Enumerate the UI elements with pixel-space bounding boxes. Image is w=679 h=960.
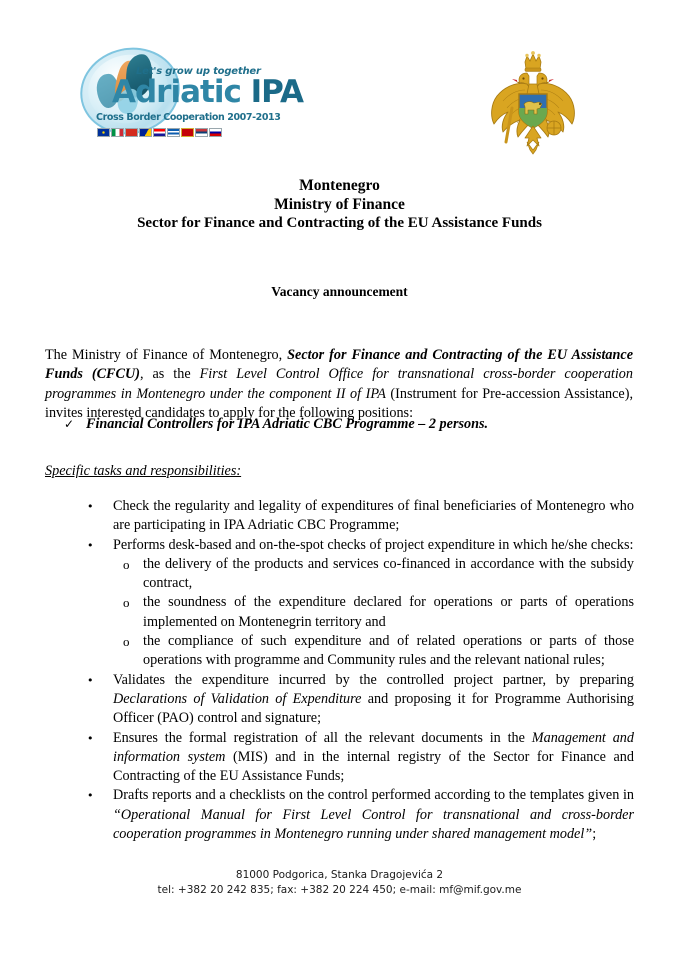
list-item-text: Performs desk-based and on-the-spot checks of project expenditure in which he/she checks: xyxy=(113,536,634,553)
section-heading-tasks: Specific tasks and responsibilities: xyxy=(45,463,242,479)
list-item xyxy=(45,729,634,787)
list-item-emphasis: “Operational Manual for First Level Control for transnational and cross-border cooperation programmes in Montenegro running under shared management model” xyxy=(113,806,634,843)
sub-list-item-text: the soundness of the expenditure declared for operations or parts of operations implemented on Montenegrin territory and xyxy=(143,594,634,630)
serbia-flag-icon xyxy=(195,128,208,137)
list-item xyxy=(45,536,634,555)
sub-list-item-text: the delivery of the products and services co-financed in accordance with the subsidy contract, xyxy=(143,555,634,592)
intro-paragraph xyxy=(45,346,633,423)
bullet-icon: • xyxy=(87,731,94,745)
eu-flag-icon xyxy=(97,128,110,137)
sub-bullet-icon: o xyxy=(123,634,130,650)
montenegro-coat-of-arms-icon xyxy=(481,46,585,158)
sub-tasks-list xyxy=(45,555,634,671)
checkmark-icon: ✓ xyxy=(64,417,75,431)
bosnia-herzegovina-flag-icon xyxy=(139,128,152,137)
bullet-icon: • xyxy=(87,673,94,687)
list-item xyxy=(45,786,634,844)
position-list-item xyxy=(64,415,634,434)
list-item-text-tail: and proposing it for Programme Authorising Officer (PAO) control and signature; xyxy=(113,690,634,727)
slovenia-flag-icon xyxy=(209,128,222,137)
list-item xyxy=(45,671,634,729)
italy-flag-icon xyxy=(111,128,124,137)
sub-list-item xyxy=(45,555,634,594)
sub-bullet-icon: o xyxy=(123,595,130,611)
list-item-text-tail: (MIS) and in the internal registry of the Sector for Finance and Contracting of the EU Assistance Funds; xyxy=(113,748,634,785)
montenegro-flag-icon xyxy=(181,128,194,137)
sub-list-item-text: the compliance of such expenditure and of related operations or parts of those operations with programme and Community rules and the relevant national rules; xyxy=(143,633,634,669)
list-item-text: Ensures the formal registration of all the relevant documents in the xyxy=(113,729,532,746)
list-item xyxy=(45,497,634,536)
list-item-text: Check the regularity and legality of expenditures of final beneficiaries of Montenegro who are participating in IPA Adriatic CBC Programme; xyxy=(113,498,634,534)
tasks-list xyxy=(45,497,634,844)
sub-list-item xyxy=(45,632,634,671)
intro-segment-1: The Ministry of Finance of Montenegro, xyxy=(45,347,288,364)
logo-subtitle: Cross Border Cooperation 2007-2013 xyxy=(96,112,281,123)
bullet-icon: • xyxy=(87,500,94,513)
albania-flag-icon xyxy=(125,128,138,137)
sub-list-item xyxy=(45,593,634,632)
page-title xyxy=(0,176,679,233)
partner-country-flags xyxy=(97,128,222,137)
intro-segment-3: , as the xyxy=(139,366,200,383)
adriatic-ipa-logo xyxy=(78,44,304,160)
position-label: Financial Controllers for IPA Adriatic CBC Programme – 2 persons. xyxy=(86,416,489,432)
intro-segment-flc-office: First Level Control Office for transnational cross-border cooperation programmes in Montenegro under the component II of IPA xyxy=(45,366,633,402)
logo-title-ipa: IPA xyxy=(240,74,304,110)
logo-title xyxy=(112,74,304,110)
title-line-country: Montenegro xyxy=(299,177,380,194)
list-item-text-tail: ; xyxy=(592,826,597,843)
croatia-flag-icon xyxy=(153,128,166,137)
greece-flag-icon xyxy=(167,128,180,137)
logo-title-adriatic: Adriatic xyxy=(112,74,241,110)
bullet-icon: • xyxy=(87,789,94,803)
intro-segment-5: (Instrument for Pre-accession Assistance), invites interested candidates to apply for the following positions: xyxy=(45,385,633,421)
footer-address: 81000 Podgorica, Stanka Dragojevića 2 xyxy=(235,869,444,881)
intro-segment-cfcu: Sector for Finance and Contracting of the EU Assistance Funds (CFCU) xyxy=(45,347,633,383)
page-footer xyxy=(0,868,679,897)
sub-bullet-icon: o xyxy=(123,556,130,572)
title-line-ministry: Ministry of Finance xyxy=(274,196,405,213)
list-item-emphasis: Management and information system xyxy=(113,729,634,765)
header-logo-row xyxy=(0,42,679,162)
vacancy-announcement-heading: Vacancy announcement xyxy=(271,284,408,299)
list-item-text: Validates the expenditure incurred by the controlled project partner, by preparing xyxy=(113,671,634,688)
list-item-emphasis: Declarations of Validation of Expenditure xyxy=(113,690,362,707)
bullet-icon: • xyxy=(87,538,94,552)
footer-contact: tel: +382 20 242 835; fax: +382 20 224 450; e-mail: mf@mif.gov.me xyxy=(157,883,522,896)
list-item-text: Drafts reports and a checklists on the control performed according to the templates given in xyxy=(113,787,634,804)
logo-tagline: Let's grow up together xyxy=(136,66,261,77)
title-line-sector: Sector for Finance and Contracting of the EU Assistance Funds xyxy=(137,215,542,231)
